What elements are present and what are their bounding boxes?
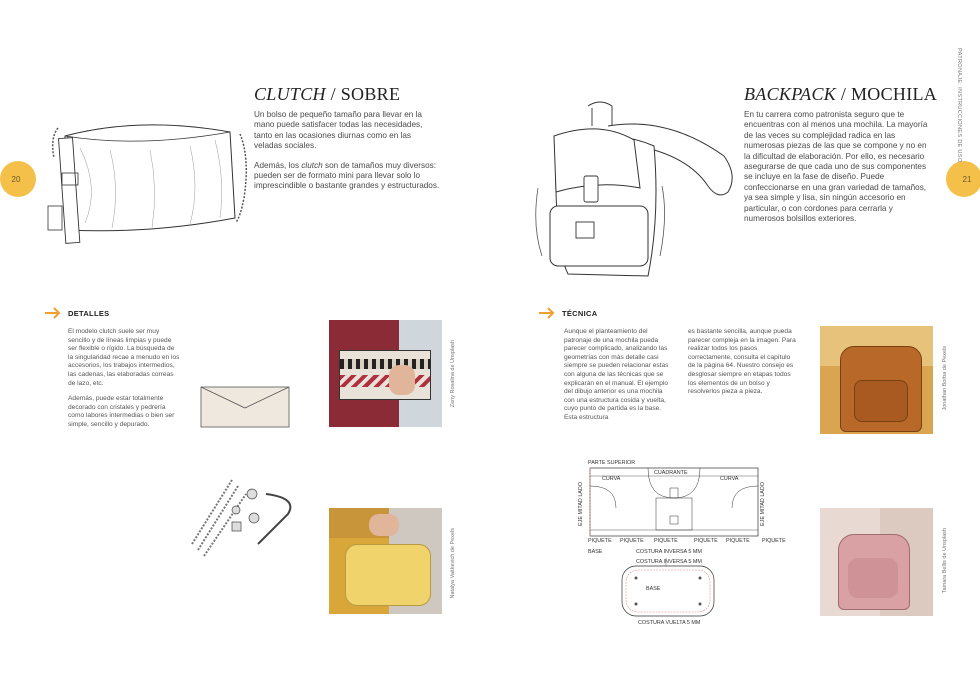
label-parte-superior: PARTE SUPERIOR (588, 460, 636, 466)
photo-credit-4: Tamara Bellis de Unsplash (942, 528, 948, 594)
clutch-intro-p2-italic: clutch (301, 160, 323, 170)
tecnica-heading: TÉCNICA (562, 309, 598, 318)
backpack-title-rest: / MOCHILA (836, 84, 938, 104)
label-curva-right: CURVA (720, 476, 739, 482)
tecnica-col1: Aunque el planteamiento del patronaje de una mochila pueda parecer complicado, analizando las geometrías con más detalle casi siempre se pueden relacionar estas con alguna de las técnicas que se explicarán en el manual. El ejemplo del dibujo anterior es una mochila con una estructura cosida y vuelta, cuyo punto de partida es la base. Esta estructura (564, 328, 669, 421)
clutch-intro-p2 (254, 161, 440, 192)
label-costura-2: COSTURA INVERSA 5 MM (636, 559, 702, 565)
label-piquete-3: PIQUETE (654, 538, 678, 544)
label-base-top: BASE (588, 549, 603, 555)
label-piquete-1: PIQUETE (588, 538, 612, 544)
clutch-intro-p2-a: Además, los (254, 160, 302, 170)
clutch-intro (254, 110, 440, 201)
label-base: BASE (646, 586, 661, 592)
clutch-title-italic: CLUTCH (254, 84, 326, 104)
detalles-heading: DETALLES (68, 309, 110, 318)
label-piquete-5: PIQUETE (726, 538, 750, 544)
detalles-p2: Además, puede estar totalmente decorado con cristales y pedrería como labores intermedias o bien ser simple, sencillo y depurado. (68, 395, 175, 428)
photo-credit-2: Natalya Vaitkevich de Pexels (450, 528, 456, 599)
label-piquete-4: PIQUETE (694, 538, 718, 544)
pattern-diagram (576, 458, 786, 638)
photo-credit-3: Jonathan Borba de Pexels (942, 346, 948, 411)
photo-credit-1: Zeny Rosalina de Unsplash (450, 340, 456, 408)
page-number-right (946, 161, 980, 197)
photo-pink-backpack (820, 508, 933, 616)
tecnica-col2: es bastante sencilla, aunque pueda parecer compleja en la imagen. Para realizar todos los pasos correctamente, consulta el capítulo de la página 64. Nuestro consejo es desglosar siempre en etapas todos los elementos de un bolso y resolverlos pieza a pieza. (688, 328, 796, 396)
detalles-p1: El modelo clutch suele ser muy sencillo y de líneas limpias y puede ser flexible o rígido. La búsqueda de la singularidad recae a menudo en los accesorios, los trabajos intermedios, las cadenas, las elaboradas correas de lazo, etc. (68, 328, 180, 387)
photo-brown-backpack (820, 326, 933, 434)
label-piquete-6: PIQUETE (762, 538, 786, 544)
arrow-right-icon (538, 306, 556, 320)
clutch-title-rest: / SOBRE (325, 84, 401, 104)
clutch-title (254, 84, 400, 105)
backpack-intro: En tu carrera como patronista seguro que te encuentras con al menos una mochila. La mayoría de las veces su complejidad radica en las numerosas piezas de las que se compone y no en la dificultad de elaboración. Por ello, es necesario asegurarse de que cada uno de sus componentes se incluye en la fase de diseño. Puede confeccionarse en una gran variedad de tamaños, ya sea simple y lisa, sin ningún accesorio en particular, o con cordones para cerrarla y numerosos bolsillos exteriores. (744, 110, 928, 224)
detalles-text (68, 328, 180, 437)
running-head: PATRONAJE: INSTRUCCIONES DE USO (956, 48, 962, 163)
clutch-bag-illustration (40, 118, 250, 250)
photo-yellow-bag (329, 508, 442, 614)
clutch-intro-p1: Un bolso de pequeño tamaño para llevar en la mano puede satisfacer todas las necesidades, tanto en las ocasiones diurnas como en las veladas sociales. (254, 110, 423, 151)
page-number-right-text: 21 (962, 174, 972, 184)
backpack-illustration (528, 96, 738, 282)
label-cuadrante: CUADRANTE (654, 470, 688, 476)
backpack-title-italic: BACKPACK (744, 84, 837, 104)
arrow-right-icon (44, 306, 62, 320)
pattern-diagram-lines (576, 458, 772, 638)
backpack-title (744, 84, 937, 105)
label-piquete-2: PIQUETE (620, 538, 644, 544)
page-number-left-text: 20 (11, 174, 21, 184)
photo-tribal-clutch (329, 320, 442, 427)
envelope-clutch-illustration (200, 386, 292, 428)
label-eje-left: EJE MITAD LADO (578, 482, 584, 526)
page-number-left (0, 161, 36, 197)
hardware-accessories-illustration (188, 474, 300, 558)
label-eje-right: EJE MITAD LADO (760, 482, 766, 526)
label-costura-1: COSTURA INVERSA 5 MM (636, 549, 702, 555)
label-costura-vuelta: COSTURA VUELTA 5 MM (638, 620, 701, 626)
label-curva-left: CURVA (602, 476, 621, 482)
clutch-intro-p2-b: son de tamaños muy diversos: pueden ser de formato mini para llevar solo lo imprescindible o bastante grandes y estructurados. (254, 160, 440, 191)
